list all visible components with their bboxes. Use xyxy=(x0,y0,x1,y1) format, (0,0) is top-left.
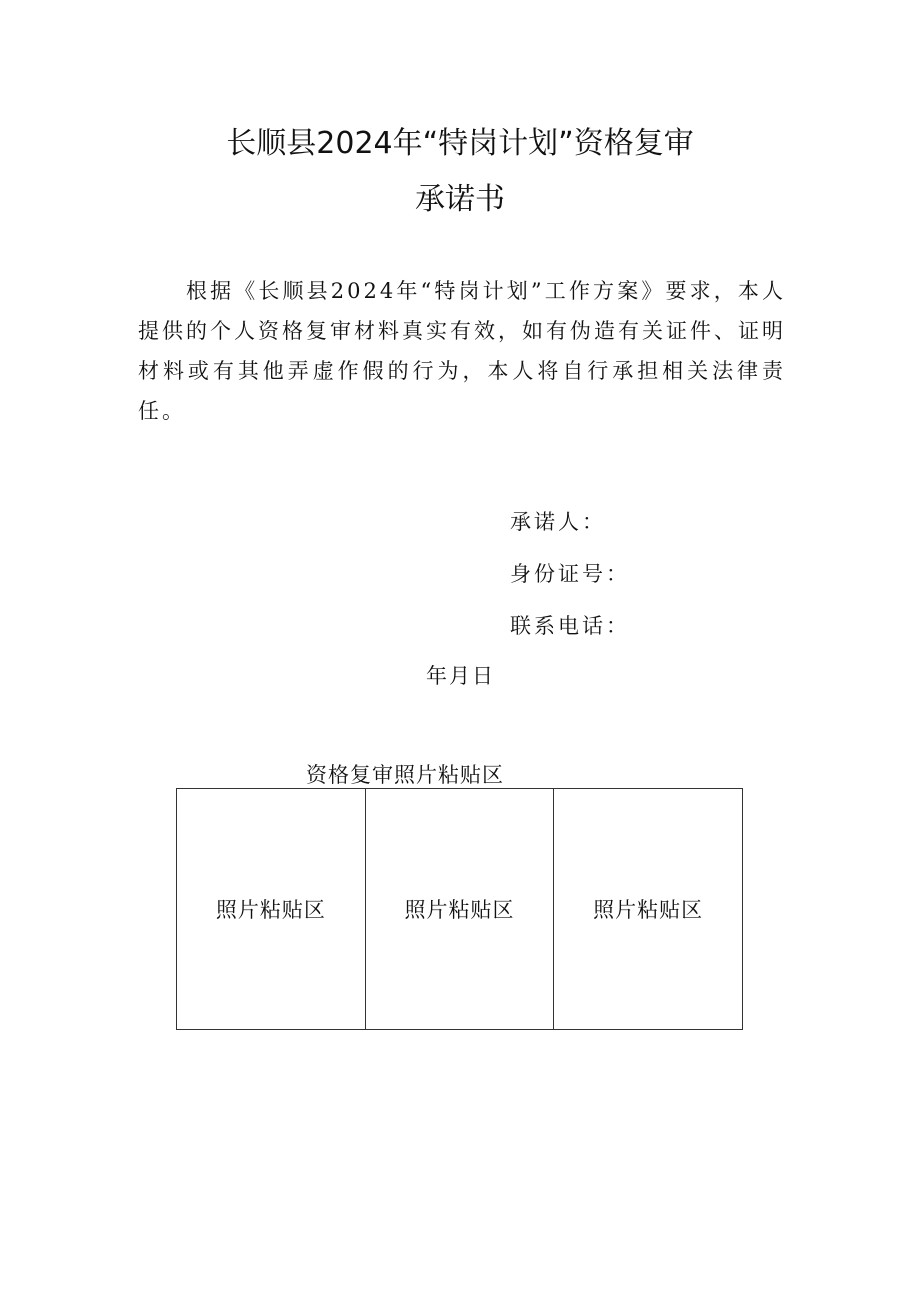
id-number-label: 身份证号： xyxy=(510,562,630,586)
photo-paste-cell-2: 照片粘贴区 xyxy=(365,789,554,1029)
date-label: 年月日 xyxy=(426,664,495,688)
commitment-paragraph: 根据《长顺县2024年“特岗计划”工作方案》要求，本人提供的个人资格复审材料真实有效，如有伪造有关证件、证明材料或有其他弄虚作假的行为，本人将自行承担相关法律责任。 xyxy=(138,279,786,423)
phone-label: 联系电话： xyxy=(510,614,630,638)
document-title-line-1: 长顺县2024年“特岗计划”资格复审 xyxy=(226,126,694,161)
document-title-line-2: 承诺书 xyxy=(415,182,505,217)
photo-paste-cell-3: 照片粘贴区 xyxy=(553,789,742,1029)
photo-paste-table xyxy=(176,788,743,1030)
photo-paste-cell-1: 照片粘贴区 xyxy=(215,898,326,922)
photo-section-title: 资格复审照片粘贴区 xyxy=(306,763,504,787)
signer-label: 承诺人： xyxy=(510,510,606,534)
